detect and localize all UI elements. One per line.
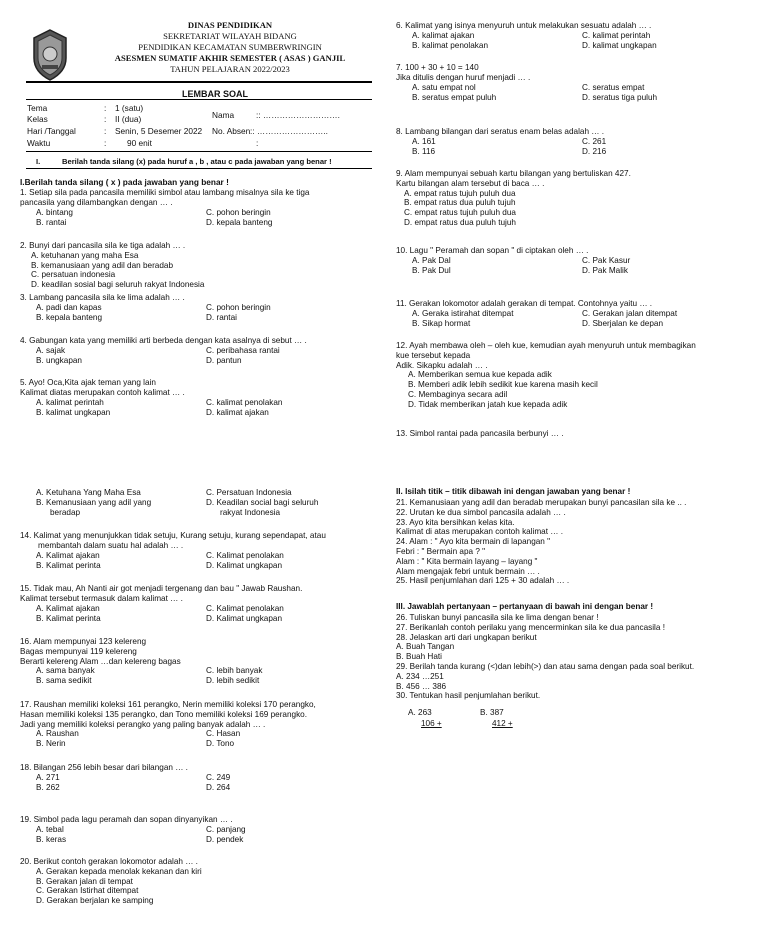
q9-option-c[interactable]: C. empat ratus tujuh puluh dua bbox=[404, 208, 516, 218]
tema-label: Tema bbox=[27, 103, 48, 113]
q20-option-b[interactable]: B. Gerakan jalan di tempat bbox=[36, 876, 133, 886]
q1-option-d[interactable]: D. kepala banteng bbox=[206, 217, 273, 227]
question-8-text: 8. Lambang bilangan dari seratus enam belas adalah … . bbox=[396, 127, 605, 136]
q6-option-a[interactable]: A. kalimat ajakan bbox=[412, 30, 475, 40]
q7-option-a[interactable]: A. satu empat nol bbox=[412, 82, 476, 92]
q14-option-d[interactable]: D. Kalimat ungkapan bbox=[206, 560, 283, 570]
q9-option-d[interactable]: D. empat ratus dua puluh tujuh bbox=[404, 217, 516, 227]
s3-line-1: 26. Tuliskan bunyi pancasila sila ke lima dengan benar ! bbox=[396, 613, 599, 622]
identity-bottom-line bbox=[26, 151, 372, 152]
s2-line-7: Alam : " Kita bermain layang – layang " bbox=[396, 556, 538, 566]
section1-title: I.Berilah tanda silang ( x ) pada jawaban yang benar ! bbox=[20, 177, 229, 187]
question-7-text-2: Jika ditulis dengan huruf menjadi … . bbox=[396, 72, 531, 82]
q1-option-a[interactable]: A. bintang bbox=[36, 207, 73, 217]
question-16-text-2: Bagas mempunyai 119 kelereng bbox=[20, 646, 137, 656]
q30-a-top: A. 263 bbox=[408, 708, 432, 717]
question-15 bbox=[20, 584, 370, 624]
question-16-text-3: Berarti kelereng Alam …dan kelereng bagas bbox=[20, 656, 181, 666]
section2-questions bbox=[396, 498, 756, 586]
q20-option-c[interactable]: C. Gerakan Istirhat ditempat bbox=[36, 886, 139, 896]
q18-option-d[interactable]: D. 264 bbox=[206, 782, 231, 792]
question-12-text-2: kue tersebut kepada bbox=[396, 350, 471, 360]
nama-field[interactable]: :: ………………………. bbox=[256, 110, 340, 120]
section3-questions bbox=[396, 613, 756, 701]
question-7 bbox=[396, 63, 756, 103]
question-3 bbox=[20, 293, 370, 323]
q14-option-b[interactable]: B. Kalimat perinta bbox=[36, 560, 101, 570]
q12-option-c[interactable]: C. Membaginya secara adil bbox=[408, 389, 508, 399]
q14-option-a[interactable]: A. Kalimat ajakan bbox=[36, 550, 100, 560]
q13-option-a[interactable]: A. Ketuhana Yang Maha Esa bbox=[36, 488, 141, 497]
q13-option-d-cont: rakyat Indonesia bbox=[220, 508, 281, 517]
q16-option-d[interactable]: D. lebih sedikit bbox=[206, 676, 260, 686]
hari-label: Hari /Tanggal bbox=[27, 126, 76, 136]
header-agency: DINAS PENDIDIKAN bbox=[187, 20, 273, 30]
q14-option-c[interactable]: C. Kalimat penolakan bbox=[206, 550, 284, 560]
q8-option-d[interactable]: D. 216 bbox=[582, 146, 607, 156]
banner-bottom-line bbox=[26, 168, 372, 169]
q10-option-d[interactable]: D. Pak Malik bbox=[582, 265, 628, 275]
question-8 bbox=[396, 127, 756, 157]
s2-line-2: 22. Urutan ke dua simbol pancasila adalah … . bbox=[396, 507, 566, 517]
q16-option-c[interactable]: C. lebih banyak bbox=[206, 666, 263, 676]
absen-label: No. Absen bbox=[212, 126, 251, 136]
q11-option-a[interactable]: A. Geraka istirahat ditempat bbox=[412, 308, 514, 318]
header-district: PENDIDIKAN KECAMATAN SUMBERWRINGIN bbox=[138, 42, 322, 52]
kelas-colon: : bbox=[104, 114, 107, 124]
tema-value: 1 (satu) bbox=[115, 103, 144, 113]
q4-option-b[interactable]: B. ungkapan bbox=[36, 355, 82, 365]
q8-option-c[interactable]: C. 261 bbox=[582, 136, 607, 146]
q19-option-c[interactable]: C. panjang bbox=[206, 824, 246, 834]
q17-option-c[interactable]: C. Hasan bbox=[206, 729, 241, 739]
q12-option-a[interactable]: A. Memberikan semua kue kepada adik bbox=[408, 370, 552, 380]
s3-line-5: B. Buah Hati bbox=[396, 652, 442, 662]
hari-value: Senin, 5 Desemer 2022 bbox=[115, 126, 203, 136]
waktu-colon: : bbox=[104, 138, 107, 148]
s2-line-4: Kalimat di atas merupakan contoh kalimat … . bbox=[396, 527, 564, 537]
question-16-text: 16. Alam mempunyai 123 kelereng bbox=[20, 637, 147, 646]
q4-option-a[interactable]: A. sajak bbox=[36, 345, 66, 355]
q11-option-d[interactable]: D. Sberjalan ke depan bbox=[582, 318, 664, 328]
q5-option-c[interactable]: C. kalimat penolakan bbox=[206, 397, 283, 407]
question-5 bbox=[20, 378, 370, 418]
q1-option-b[interactable]: B. rantai bbox=[36, 217, 67, 227]
question-9-text-2: Kartu bilangan alam tersebut di baca … . bbox=[396, 178, 545, 188]
question-13-text: 13. Simbol rantai pada pancasila berbunyi … . bbox=[396, 429, 564, 438]
question-15-text-2: Kalimat tersebut termasuk dalam kalimat … . bbox=[20, 593, 183, 603]
question-9-text: 9. Alam mempunyai sebuah kartu bilangan yang bertuliskan 427. bbox=[396, 169, 631, 178]
question-16 bbox=[20, 637, 370, 686]
q10-option-a[interactable]: A. Pak Dal bbox=[412, 255, 451, 265]
question-12 bbox=[396, 341, 756, 410]
q17-option-d[interactable]: D. Tono bbox=[206, 739, 235, 749]
q16-option-b[interactable]: B. sama sedikit bbox=[36, 676, 92, 686]
q7-option-b[interactable]: B. seratus empat puluh bbox=[412, 92, 497, 102]
s3-line-6: 29. Berilah tanda kurang (<)dan lebih(>) dan atau sama dengan pada soal berikut. bbox=[396, 661, 695, 671]
kelas-value: II (dua) bbox=[115, 114, 142, 124]
section3-title: III. Jawablah pertanyaan – pertanyaan di bawah ini dengan benar ! bbox=[396, 602, 654, 611]
q6-option-c[interactable]: C. kalimat perintah bbox=[582, 30, 651, 40]
q20-option-d[interactable]: D. Gerakan berjalan ke samping bbox=[36, 896, 154, 906]
q15-option-c[interactable]: C. Kalimat penolakan bbox=[206, 603, 284, 613]
q7-option-c[interactable]: C. seratus empat bbox=[582, 82, 645, 92]
question-17-text-3: Jadi yang memiliki koleksi perangko yang paling banyak adalah … . bbox=[20, 719, 266, 729]
question-14 bbox=[20, 531, 370, 571]
question-17-text: 17. Raushan memiliki koleksi 161 perangko, Nerin memiliki koleksi 170 perangko, bbox=[20, 700, 316, 709]
question-18-text: 18. Bilangan 256 lebih besar dari bilangan … . bbox=[20, 763, 188, 772]
header-secretariat: SEKRETARIAT WILAYAH BIDANG bbox=[163, 31, 297, 41]
s2-line-5: 24. Alam : " Ayo kita bermain di lapangan " bbox=[396, 537, 551, 547]
q17-option-a[interactable]: A. Raushan bbox=[36, 729, 79, 739]
question-19 bbox=[20, 815, 370, 845]
q5-option-d[interactable]: D. kalimat ajakan bbox=[206, 407, 269, 417]
q2-option-c[interactable]: C. persatuan indonesia bbox=[31, 270, 116, 280]
q2-option-b[interactable]: B. kemanusiaan yang adil dan beradab bbox=[31, 260, 174, 270]
identity-top-line bbox=[26, 99, 372, 100]
question-2-text: 2. Bunyi dari pancasila sila ke tiga adalah … . bbox=[20, 241, 186, 250]
section2-title: II. Isilah titik – titik dibawah ini dengan jawaban yang benar ! bbox=[396, 487, 631, 496]
question-3-text: 3. Lambang pancasila sila ke lima adalah … . bbox=[20, 293, 185, 302]
q2-option-d[interactable]: D. keadilan sosial bagi seluruh rakyat Indonesia bbox=[31, 280, 205, 290]
question-9 bbox=[396, 169, 756, 228]
sheet-title: LEMBAR SOAL bbox=[182, 89, 248, 99]
question-14-text-2: membantah dalam suatu hal adalah … . bbox=[38, 540, 184, 550]
q12-option-b[interactable]: B. Memberi adik lebih sedikit kue karena masih kecil bbox=[408, 380, 598, 390]
kelas-label: Kelas bbox=[27, 114, 48, 124]
question-15-text: 15. Tidak mau, Ah Nanti air got menjadi tergenang dan bau " Jawab Raushan. bbox=[20, 584, 303, 593]
q11-option-c[interactable]: C. Gerakan jalan ditempat bbox=[582, 308, 678, 318]
question-4 bbox=[20, 336, 370, 366]
q30-b-bottom: 412 + bbox=[492, 719, 513, 728]
tema-colon: : bbox=[104, 103, 107, 113]
waktu-value: 90 enit bbox=[127, 138, 152, 148]
q15-option-b[interactable]: B. Kalimat perinta bbox=[36, 613, 101, 623]
question-6 bbox=[396, 21, 756, 51]
q4-option-d[interactable]: D. pantun bbox=[206, 355, 242, 365]
q18-option-b[interactable]: B. 262 bbox=[36, 782, 60, 792]
q10-option-c[interactable]: C. Pak Kasur bbox=[582, 255, 631, 265]
q19-option-d[interactable]: D. pendek bbox=[206, 834, 244, 844]
q5-option-b[interactable]: B. kalimat ungkapan bbox=[36, 407, 111, 417]
question-11-text: 11. Gerakan lokomotor adalah gerakan di tempat. Contohnya yaitu … . bbox=[396, 299, 653, 308]
q12-option-d[interactable]: D. Tidak memberikan jatah kue kepada adik bbox=[408, 399, 568, 409]
question-17 bbox=[20, 700, 370, 749]
q3-option-b[interactable]: B. kepala banteng bbox=[36, 312, 103, 322]
q30-a-bottom: 106 + bbox=[421, 719, 442, 728]
q2-option-a[interactable]: A. ketuhanan yang maha Esa bbox=[31, 250, 139, 260]
question-17-text-2: Hasan memiliki koleksi 135 perangko, dan Tono memiliki koleksi 169 perangko. bbox=[20, 709, 308, 719]
q13-option-d[interactable]: D. Keadilan social bagi seluruh bbox=[206, 498, 319, 507]
q1-option-c[interactable]: C. pohon beringin bbox=[206, 207, 271, 217]
question-10-text: 10. Lagu " Peramah dan sopan " di ciptakan oleh … . bbox=[396, 246, 589, 255]
q6-option-b[interactable]: B. kalimat penolakan bbox=[412, 40, 489, 50]
question-1-text-2: pancasila yang dilambangkan dengan … . bbox=[20, 197, 173, 207]
question-13 bbox=[396, 429, 756, 439]
header-exam-title: ASESMEN SUMATIF AKHIR SEMESTER ( ASAS ) GANJIL bbox=[114, 53, 346, 63]
s2-line-3: 23. Ayo kita bersihkan kelas kita. bbox=[396, 517, 515, 527]
q7-option-d[interactable]: D. seratus tiga puluh bbox=[582, 92, 658, 102]
absen-field[interactable]: :: …………………….. bbox=[250, 126, 328, 136]
q13-option-c[interactable]: C. Persatuan Indonesia bbox=[206, 488, 292, 497]
q4-option-c[interactable]: C. peribahasa rantai bbox=[206, 345, 280, 355]
s3-line-9: 30. Tentukan hasil penjumlahan berikut. bbox=[396, 691, 541, 701]
question-10 bbox=[396, 246, 756, 276]
question-1-text: 1. Setiap sila pada pancasila memiliki simbol atau lambang misalnya sila ke tiga bbox=[20, 188, 310, 197]
question-5-text: 5. Ayo! Oca,Kita ajak teman yang lain bbox=[20, 378, 156, 387]
s3-line-2: 27. Berikanlah contoh perilaku yang mencerminkan sila ke dua pancasila ! bbox=[396, 622, 665, 632]
q3-option-d[interactable]: D. rantai bbox=[206, 312, 237, 322]
question-18 bbox=[20, 763, 370, 793]
q13-option-b-cont: beradap bbox=[50, 508, 81, 517]
hari-colon: : bbox=[104, 126, 107, 136]
q8-option-a[interactable]: A. 161 bbox=[412, 136, 436, 146]
q9-option-b[interactable]: B. empat ratus dua puluh tujuh bbox=[404, 198, 516, 208]
q30-b-top: B. 387 bbox=[480, 708, 504, 717]
q5-option-a[interactable]: A. kalimat perintah bbox=[36, 397, 104, 407]
question-19-text: 19. Simbol pada lagu peramah dan sopan dinyanyikan … . bbox=[20, 815, 233, 824]
instruction-banner: Berilah tanda silang (x) pada huruf a , b , atau c pada jawaban yang benar ! bbox=[62, 157, 332, 166]
q19-option-b[interactable]: B. keras bbox=[36, 834, 67, 844]
waktu-right-colon: : bbox=[256, 138, 259, 148]
q18-option-a[interactable]: A. 271 bbox=[36, 772, 60, 782]
q17-option-b[interactable]: B. Nerin bbox=[36, 739, 66, 749]
q15-option-a[interactable]: A. Kalimat ajakan bbox=[36, 603, 100, 613]
s3-line-4: A. Buah Tangan bbox=[396, 642, 455, 652]
q18-option-c[interactable]: C. 249 bbox=[206, 772, 231, 782]
question-20 bbox=[20, 857, 370, 906]
s3-line-8: B. 456 … 386 bbox=[396, 681, 447, 691]
s2-line-8: Alam mengajak febri untuk bermain … . bbox=[396, 566, 540, 576]
header-divider bbox=[26, 81, 372, 83]
q19-option-a[interactable]: A. tebal bbox=[36, 824, 64, 834]
question-1 bbox=[20, 188, 370, 228]
question-12-text: 12. Ayah membawa oleh – oleh kue, kemudian ayah menyuruh untuk membagikan bbox=[396, 341, 696, 350]
q10-option-b[interactable]: B. Pak Dul bbox=[412, 265, 451, 275]
question-11 bbox=[396, 299, 756, 329]
q20-option-a[interactable]: A. Gerakan kepada menolak kekanan dan kiri bbox=[36, 866, 202, 876]
question-4-text: 4. Gabungan kata yang memiliki arti berbeda dengan kata asalnya di sebut … . bbox=[20, 336, 307, 345]
s3-line-7: A. 234 …251 bbox=[396, 671, 444, 681]
question-5-text-2: Kalimat diatas merupakan contoh kalimat … . bbox=[20, 387, 185, 397]
q3-option-a[interactable]: A. padi dan kapas bbox=[36, 302, 102, 312]
waktu-label: Waktu bbox=[27, 138, 51, 148]
q8-option-b[interactable]: B. 116 bbox=[412, 146, 436, 156]
question-14-text: 14. Kalimat yang menunjukkan tidak setuju, Kurang setuju, kurang sependapat, atau bbox=[20, 531, 326, 540]
question-2 bbox=[20, 241, 370, 290]
question-7-text: 7. 100 + 30 + 10 = 140 bbox=[396, 63, 479, 72]
q9-option-a[interactable]: A. empat ratus tujuh puluh dua bbox=[404, 188, 516, 198]
s2-line-1: 21. Kemanusiaan yang adil dan beradab merupakan bunyi pancasilan sila ke .. . bbox=[396, 498, 687, 507]
q3-option-c[interactable]: C. pohon beringin bbox=[206, 302, 271, 312]
q13-option-b[interactable]: B. Kemanusiaan yang adil yang bbox=[36, 498, 152, 507]
q16-option-a[interactable]: A. sama banyak bbox=[36, 666, 95, 676]
q6-option-d[interactable]: D. kalimat ungkapan bbox=[582, 40, 657, 50]
s2-line-6: Febri : " Bermain apa ? " bbox=[396, 546, 486, 556]
s2-line-9: 25. Hasil penjumlahan dari 125 + 30 adalah … . bbox=[396, 576, 570, 586]
question-12-text-3: Adik. Sikapku adalah … . bbox=[396, 360, 488, 370]
question-13-options bbox=[20, 488, 370, 518]
q15-option-d[interactable]: D. Kalimat ungkapan bbox=[206, 613, 283, 623]
banner-number: I. bbox=[36, 157, 41, 166]
header-year: TAHUN PELAJARAN 2022/2023 bbox=[170, 64, 290, 74]
nama-label: Nama bbox=[212, 110, 235, 120]
question-20-text: 20. Berikut contoh gerakan lokomotor adalah … . bbox=[20, 857, 198, 866]
q11-option-b[interactable]: B. Sikap hormat bbox=[412, 318, 471, 328]
question-6-text: 6. Kalimat yang isinya menyuruh untuk melakukan sesuatu adalah … . bbox=[396, 21, 652, 30]
s3-line-3: 28. Jelaskan arti dari ungkapan berikut bbox=[396, 632, 537, 642]
